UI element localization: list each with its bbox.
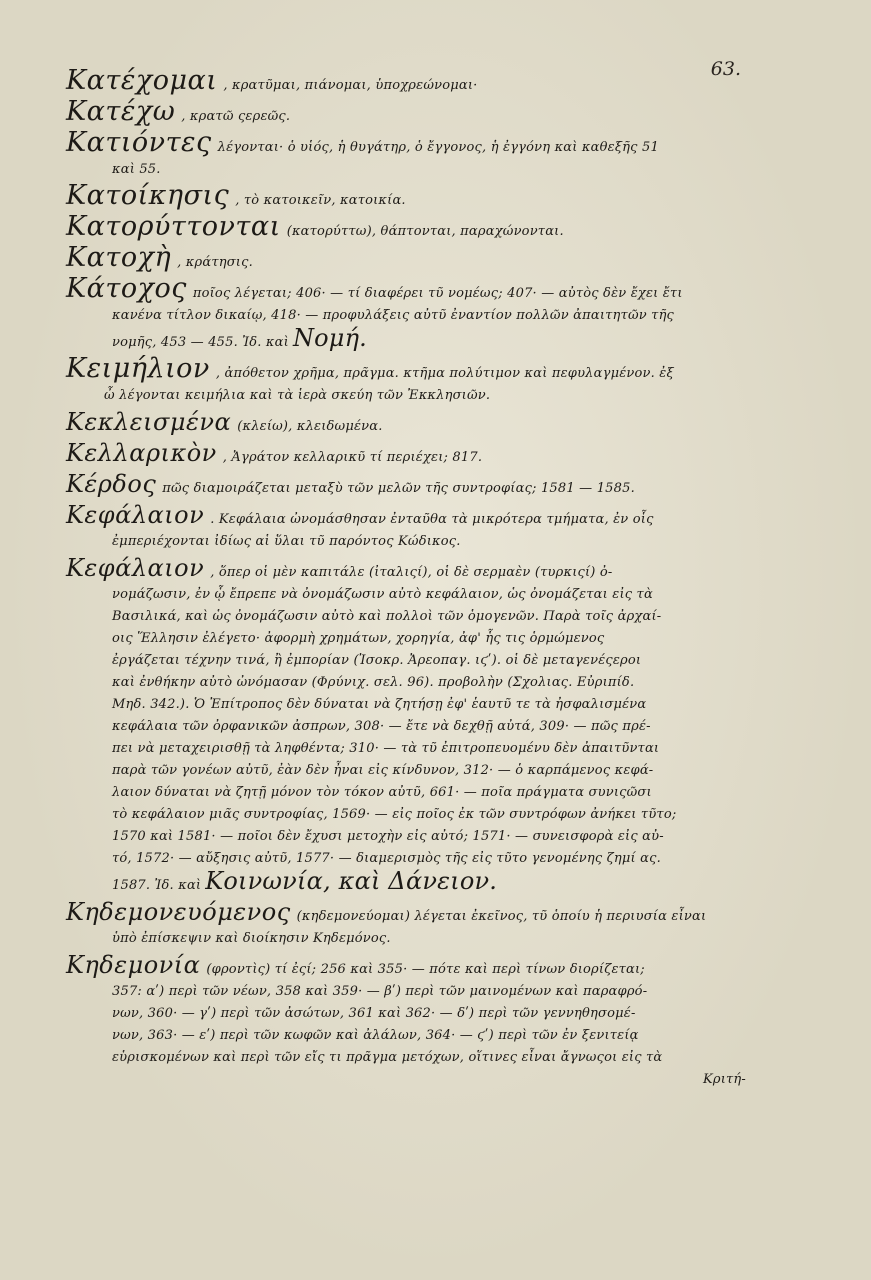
entry-line: Μηδ. 342.). Ὁ Ἐπίτροπος δὲν δύναται νὰ ζητήσῃ ἐφ' ἑαυτῦ τε τὰ ἠσφαλισμένα — [112, 697, 647, 712]
entry-line: . Κεφάλαια ὠνομάσθησαν ἐνταῦθα τὰ μικρότερα τμήματα, ἐν οἷς — [210, 512, 654, 527]
entry-line: 357: αʹ) περὶ τῶν νέων, 358 καὶ 359· — βʹ) περὶ τῶν μαινομένων καὶ παραφρό- — [112, 984, 648, 999]
entry-line: λέγονται· ὁ υἱός, ἡ θυγάτηρ, ὁ ἔγγονος, ἡ ἐγγόνη καὶ καθεξῆς 51 — [217, 140, 659, 155]
entry-line: , κρατῶ ςερεῶς. — [181, 109, 291, 124]
entry-line: καὶ ἐνθήκην αὐτὸ ὠνόμασαν (Φρύνιχ. σελ. 96). προβολὴν (Σχολιας. Εὐριπίδ. — [112, 675, 635, 690]
entry-line: (κατορύττω), θάπτονται, παραχώνονται. — [286, 224, 564, 239]
lexicon-entry — [66, 470, 746, 500]
entry-line: ὑπὸ ἐπίσκεψιν καὶ διοίκησιν Κηδεμόνος. — [112, 931, 391, 946]
entry-term: Κατέχω — [66, 96, 176, 127]
entry-line: Βασιλικά, καὶ ὡς ὀνομάζωσιν αὐτὸ καὶ πολλοὶ τῶν ὁμογενῶν. Παρὰ τοῖς ἀρχαί- — [112, 609, 662, 624]
entry-line: , ἀπόθετον χρῆμα, πρᾶγμα. κτῆμα πολύτιμον καὶ πεφυλαγμένον. ἐξ — [215, 366, 674, 381]
entry-term: Κατοίκησις — [66, 180, 230, 211]
lexicon-entry — [66, 408, 746, 438]
lexicon-entry — [66, 439, 746, 469]
entry-term: Κατορύττονται — [66, 211, 281, 242]
lexicon-entry — [66, 211, 746, 243]
entry-line: πῶς διαμοιράζεται μεταξὺ τῶν μελῶν τῆς συντροφίας; 1581 — 1585. — [162, 481, 635, 496]
entry-term: Κατιόντες — [66, 127, 212, 158]
entry-line: νομῆς, 453 — 455. Ἰδ. καὶ — [112, 335, 289, 350]
lexicon-entry — [66, 501, 746, 553]
entry-line: (κλείω), κλειδωμένα. — [237, 419, 383, 434]
entry-line: ποῖος λέγεται; 406· — τί διαφέρει τῦ νομέως; 407· — αὐτὸς δὲν ἔχει ἔτι — [192, 286, 683, 301]
lexicon-entry — [66, 554, 746, 897]
entry-line: πει νὰ μεταχειρισθῇ τὰ ληφθέντα; 310· — τὰ τῦ ἐπιτροπευομένυ δὲν ἀπαιτῦνται — [112, 741, 660, 756]
entry-line: ὦ λέγονται κειμήλια καὶ τὰ ἱερὰ σκεύη τῶν Ἐκκλησιῶν. — [104, 388, 491, 403]
entry-line: , τὸ κατοικεῖν, κατοικία. — [235, 193, 406, 208]
lexicon-entry — [66, 273, 746, 354]
entry-line: ἐργάζεται τέχνην τινά, ἢ ἐμπορίαν (Ἰσοκρ. Ἀρεοπαγ. ιϛʹ). οἱ δὲ μεταγενέςεροι — [112, 653, 642, 668]
entry-line: οις Ἕλλησιν ἐλέγετο· ἀφορμὴ χρημάτων, χορηγία, ἀφ' ἧς τις ὁρμώμενος — [112, 631, 605, 646]
entry-term: Κατοχὴ — [66, 242, 172, 273]
entry-line: παρὰ τῶν γονέων αὐτῦ, ἐὰν δὲν ἦναι εἰς κίνδυνον, 312· — ὁ καρπάμενος κεφά- — [112, 763, 654, 778]
lexicon-entry — [66, 353, 746, 407]
entry-line: νων, 363· — εʹ) περὶ τῶν κωφῶν καὶ ἀλάλων, 364· — ϛʹ) περὶ τῶν ἐν ξενιτείᾳ — [112, 1028, 639, 1043]
entry-term: Κατέχομαι — [66, 65, 218, 96]
entry-line: τό, 1572· — αὔξησις αὐτῦ, 1577· — διαμερισμὸς τῆς εἰς τῦτο γενομένης ζημί ας. — [112, 851, 661, 866]
lexicon-entry — [66, 96, 746, 128]
entry-line: (κηδεμονεύομαι) λέγεται ἐκεῖνος, τῦ ὁποίυ ἡ περιυσία εἶναι — [296, 909, 707, 924]
entry-line: νομάζωσιν, ἐν ᾧ ἔπρεπε νὰ ὀνομάζωσιν αὐτὸ κεφάλαιον, ὡς ὀνομάζεται εἰς τὰ — [112, 587, 653, 602]
entry-line: κανένα τίτλον δικαίῳ, 418· — προφυλάξεις αὐτῦ ἐναντίον πολλῶν ἀπαιτητῶν τῆς — [112, 308, 675, 323]
entry-line: τὸ κεφάλαιον μιᾶς συντροφίας, 1569· — εἰς ποῖος ἐκ τῶν συντρόφων ἀνήκει τῦτο; — [112, 807, 677, 822]
page-number: 63. — [710, 58, 741, 80]
entry-term: Κεκλεισμένα — [66, 408, 232, 436]
entry-line: καὶ 55. — [112, 162, 161, 177]
entry-line: λαιον δύναται νὰ ζητῇ μόνον τὸν τόκον αὐτῦ, 661· — ποῖα πράγματα συνιςῶσι — [112, 785, 652, 800]
catchword: Κριτή- — [702, 1072, 746, 1087]
entry-line: , κρατῦμαι, πιάνομαι, ὑποχρεώνομαι· — [223, 78, 478, 93]
entry-line: (φροντὶς) τί ἐςί; 256 καὶ 355· — πότε καὶ περὶ τίνων διορίζεται; — [206, 962, 645, 977]
lexicon-text — [66, 65, 746, 1095]
entry-line: εὑρισκομένων καὶ περὶ τῶν εἴς τι πρᾶγμα μετόχων, οἵτινες εἶναι ἄγνωςοι εἰς τὰ — [112, 1050, 663, 1065]
see-also-term: Νομή. — [292, 324, 367, 352]
entry-line: 1570 καὶ 1581· — ποῖοι δὲν ἔχυσι μετοχὴν εἰς αὐτό; 1571· — συνεισφορὰ εἰς αὐ- — [112, 829, 664, 844]
entry-line: νων, 360· — γʹ) περὶ τῶν ἀσώτων, 361 καὶ 362· — δʹ) περὶ τῶν γεννηθησομέ- — [112, 1006, 636, 1021]
entry-term: Κελλαρικὸν — [66, 439, 217, 467]
entry-line: 1587. Ἰδ. καὶ — [112, 878, 202, 893]
see-also-term: Κοινωνία, καὶ Δάνειον. — [205, 867, 498, 895]
entry-line: κεφάλαια τῶν ὀρφανικῶν ἀσπρων, 308· — ἔτε νὰ δεχθῇ αὐτά, 309· — πῶς πρέ- — [112, 719, 651, 734]
entry-term: Κειμήλιον — [66, 353, 210, 384]
entry-term: Κέρδος — [66, 470, 157, 498]
entry-line: , ὅπερ οἱ μὲν καπιτάλε (ἰταλιςί), οἱ δὲ σερμαὲν (τυρκιςί) ὀ- — [210, 565, 613, 580]
entry-term: Κάτοχος — [66, 273, 187, 304]
entry-term: Κεφάλαιον — [66, 554, 205, 582]
lexicon-entry — [66, 951, 746, 1091]
entry-term: Κηδεμονία — [66, 951, 201, 979]
entry-term: Κεφάλαιον — [66, 501, 205, 529]
entry-line: , κράτησις. — [177, 255, 253, 270]
entry-line: ἐμπεριέχονται ἰδίως αἱ ὕλαι τῦ παρόντος Κώδικος. — [112, 534, 461, 549]
lexicon-entry — [66, 180, 746, 212]
lexicon-entry — [66, 898, 746, 950]
entry-line: , Ἀγράτον κελλαρικῦ τί περιέχει; 817. — [222, 450, 483, 465]
lexicon-entry — [66, 127, 746, 181]
lexicon-entry — [66, 242, 746, 274]
entry-term: Κηδεμονευόμενος — [66, 898, 291, 926]
